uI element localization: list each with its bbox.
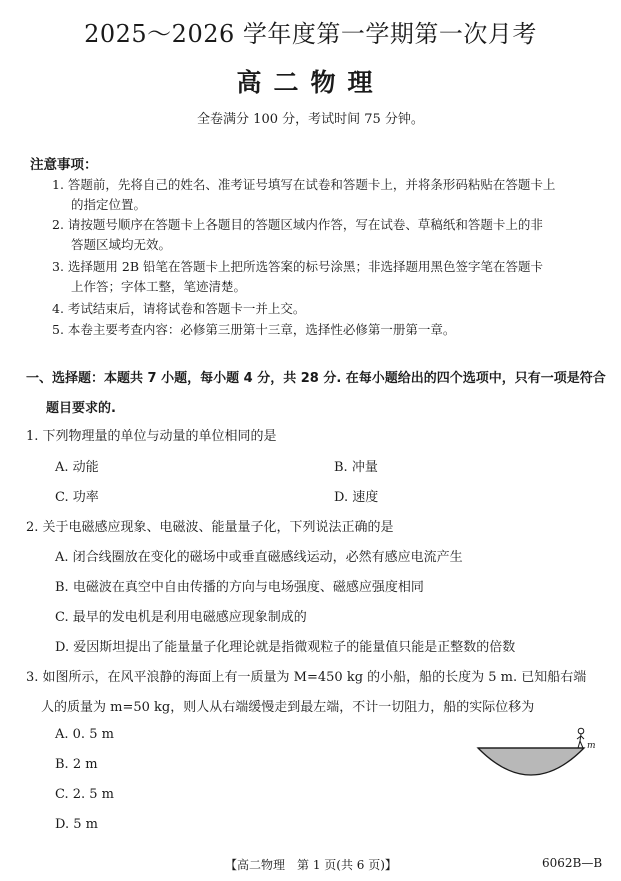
exam-info: 全卷满分 100 分，考试时间 75 分钟。 [197,112,424,127]
note-line: 的指定位置。 [71,197,147,212]
note-line: 3. 选择题用 2B 铅笔在答题卡上把所选答案的标号涂黑；非选择题用黑色签字笔在答题卡 [52,259,543,274]
note-line: 2. 请按题号顺序在答题卡上各题目的答题区域内作答，写在试卷、草稿纸和答题卡上的非 [52,217,543,232]
question-3-stem-line2: 人的质量为 m=50 kg，则人从右端缓慢走到最左端，不计一切阻力，船的实际位移为 [41,700,535,715]
note-line: 上作答；字体工整，笔迹清楚。 [71,279,247,294]
subject-title: 高二物理 [236,68,385,97]
note-line: 答题区域均无效。 [71,237,172,252]
q2-option-d: D. 爱因斯坦提出了能量量子化理论就是指微观粒子的能量值只能是正整数的倍数 [55,640,516,655]
footer-page-info: 【高二物理 第 1 页(共 6 页)】 [225,858,397,872]
boat-figure [470,722,600,782]
question-1-stem: 1. 下列物理量的单位与动量的单位相同的是 [26,429,277,444]
notes-title: 注意事项： [30,157,98,173]
note-line: 1. 答题前，先将自己的姓名、准考证号填写在试卷和答题卡上，并将条形码粘贴在答题卡上 [52,177,556,192]
section-heading-cont: 题目要求的. [46,401,116,416]
note-line: 5. 本卷主要考查内容：必修第三册第十三章，选择性必修第一册第一章。 [52,322,456,337]
q1-option-d: D. 速度 [334,490,379,505]
question-2-stem: 2. 关于电磁感应现象、电磁波、能量量子化，下列说法正确的是 [26,520,394,535]
section-heading: 一、选择题：本题共 7 小题，每小题 4 分，共 28 分. 在每小题给出的四个选项中，只有一项是符合 [26,371,606,386]
q3-option-d: D. 5 m [55,817,98,832]
boat-hull [478,748,584,775]
person-mass-label: m [587,741,596,751]
q1-option-a: A. 动能 [55,460,99,475]
q1-option-b: B. 冲量 [334,460,378,475]
q2-option-a: A. 闭合线圈放在变化的磁场中或垂直磁感线运动，必然有感应电流产生 [55,550,463,565]
q3-option-c: C. 2. 5 m [55,787,115,802]
q2-option-c: C. 最早的发电机是利用电磁感应现象制成的 [55,610,307,625]
footer-code: 6062B—B [542,856,603,870]
question-3-stem-line1: 3. 如图所示，在风平浪静的海面上有一质量为 M=450 kg 的小船，船的长度为 5 m. 已知船右端 [26,670,587,685]
q1-option-c: C. 功率 [55,490,99,505]
q3-option-b: B. 2 m [55,757,98,772]
person-icon [577,728,584,748]
note-line: 4. 考试结束后，请将试卷和答题卡一并上交。 [52,301,306,316]
exam-title: 2025～2026 学年度第一学期第一次月考 [84,20,537,48]
q2-option-b: B. 电磁波在真空中自由传播的方向与电场强度、磁感应强度相同 [55,580,424,595]
q3-option-a: A. 0. 5 m [55,727,114,742]
